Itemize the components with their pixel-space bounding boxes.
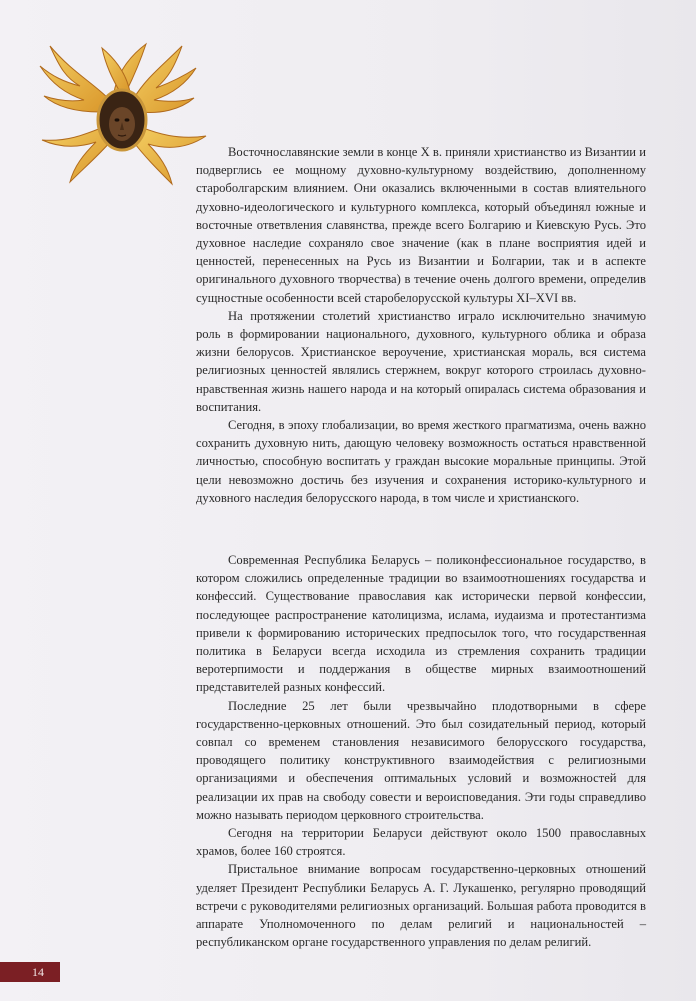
paragraph: Сегодня на территории Беларуси действуют около 1500 православных храмов, более 160 строятся. bbox=[196, 826, 646, 859]
seraph-icon bbox=[22, 22, 222, 202]
paragraph: Пристальное внимание вопросам государственно-церковных отношений уделяет Президент Республики Беларусь А. Г. Лукашенко, регулярно проводящий встречи с руководителями религиозных организаций. Большая работа проводится в аппарате Уполномоченного по делам религий и национальностей – республиканском органе государственного управления по делам религий. bbox=[196, 862, 646, 950]
page-number: 14 bbox=[0, 962, 60, 982]
paragraph: Восточнославянские земли в конце X в. приняли христианство из Византии и подверглись ее мощному духовно-культурному воздействию, дополненному староболгарским влиянием. Они оказались включенными в состав влиятельного духовно-идеологического и культурного комплекса, который объединял южные и восточные ответвления славянства, прежде всего Болгарию и Киевскую Русь. Это духовное наследие сохраняло свое значение (как в плане восприятия идей и ценностей, перенесенных на Русь из Византии и Болгарии, так и в аспекте оригинального духовного творчества) в течение очень долгого времени, определив сущностные особенности всей старобелорусской культуры XI–XVI вв. bbox=[196, 145, 646, 305]
paragraph: Последние 25 лет были чрезвычайно плодотворными в сфере государственно-церковных отношений. Это был созидательный период, который совпал со временем становления независимого белорусского государства, проводящего политику конструктивного взаимодействия с религиозными организациями и обеспечения оптимальных условий и возможностей для реализации их прав на свободу совести и вероисповедания. Эти годы справедливо можно называть периодом церковного строительства. bbox=[196, 698, 646, 822]
paragraph: Сегодня, в эпоху глобализации, во время жесткого прагматизма, очень важно сохранить духовную нить, дающую человеку возможность остаться нравственной личностью, способную воспитать у граждан высокие моральные принципы. Этой цели невозможно достичь без изучения и сохранения историко-культурного и духовного наследия белорусского народа, в том числе и христианского. bbox=[196, 418, 646, 505]
paragraph: Современная Республика Беларусь – поликонфессиональное государство, в котором сложились определенные традиции во взаимоотношениях государства и конфессий. Существование православия как исторически первой конфессии, последующее распространение католицизма, ислама, иудаизма и протестантизма привели к формированию исторических предпосылок того, что государственная политика в Беларуси всегда исходила из стремления сохранить традиции веротерпимости и поддержания в обществе мирных взаимоотношений представителей разных конфессий. bbox=[196, 553, 646, 695]
text-block-republic bbox=[196, 551, 646, 951]
paragraph: На протяжении столетий христианство играло исключительно значимую роль в формировании национального, духовного, культурного облика и образа жизни белорусов. Христианское вероучение, христианская мораль, вся система религиозных ценностей являлись стержнем, вокруг которого строилась духовно-нравственная жизнь нашего народа и на который опиралась система образования и воспитания. bbox=[196, 308, 646, 414]
text-block-christianity bbox=[196, 143, 646, 507]
